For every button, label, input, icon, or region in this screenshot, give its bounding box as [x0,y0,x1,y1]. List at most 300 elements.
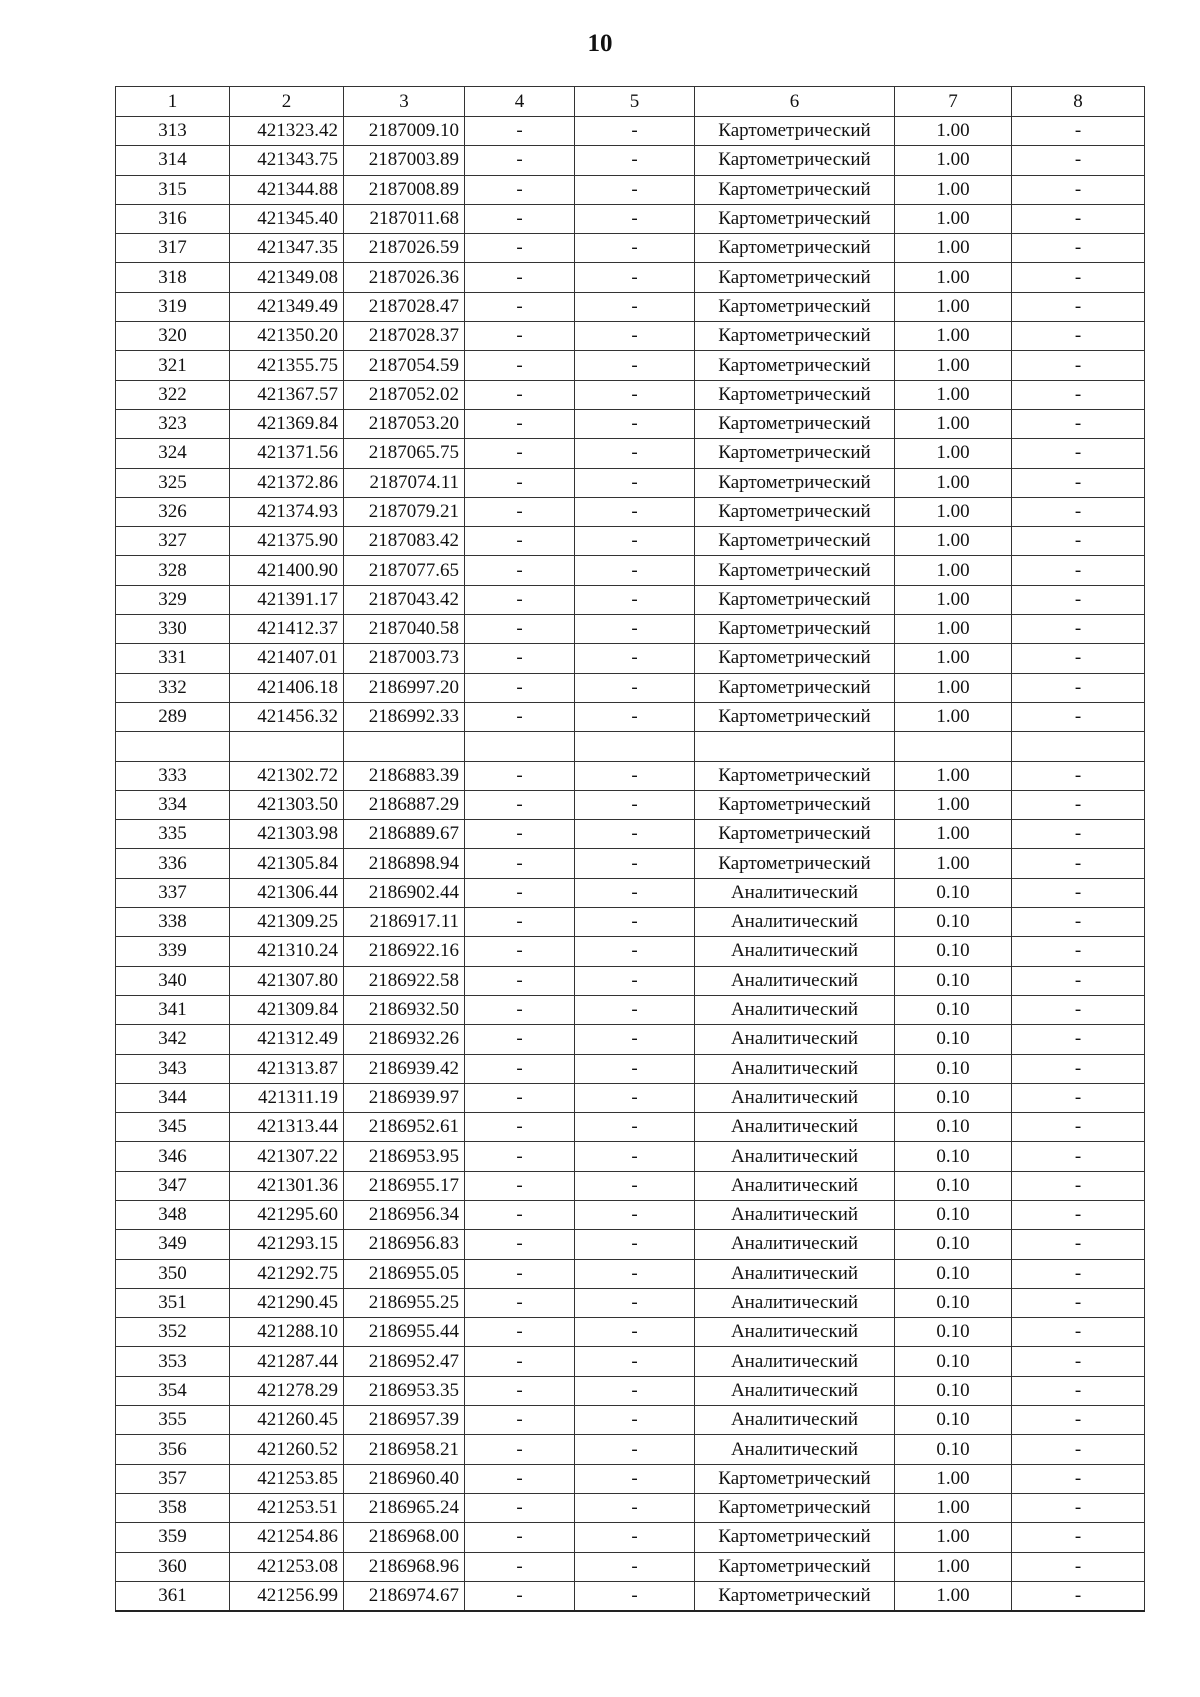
table-cell: 0.10 [895,1113,1012,1142]
table-cell: - [465,761,575,790]
table-row [116,849,1145,878]
table-cell: 1.00 [895,204,1012,233]
table-cell: 1.00 [895,117,1012,146]
table-row [116,409,1145,438]
table-cell: - [575,380,695,409]
table-row [116,702,1145,731]
table-row [116,1493,1145,1522]
table-cell: 323 [116,409,230,438]
table-cell: 2187074.11 [344,468,465,497]
table-cell: 352 [116,1318,230,1347]
table-cell: - [1012,175,1145,204]
table-cell [344,732,465,761]
table-cell: Аналитический [695,1200,895,1229]
table-row [116,878,1145,907]
table-row [116,292,1145,321]
table-cell: - [465,380,575,409]
table-cell: - [465,702,575,731]
table-cell: 2186902.44 [344,878,465,907]
table-cell: 421407.01 [230,644,344,673]
table-cell: - [1012,1552,1145,1581]
table-row [116,585,1145,614]
table-cell: - [465,497,575,526]
table-cell: 0.10 [895,1083,1012,1112]
table-cell: - [1012,527,1145,556]
table-cell: 421369.84 [230,409,344,438]
table-cell: - [1012,1259,1145,1288]
table-cell: 1.00 [895,263,1012,292]
table-cell: 421293.15 [230,1230,344,1259]
table-cell: 0.10 [895,966,1012,995]
table-cell: 361 [116,1581,230,1611]
table-cell: - [1012,673,1145,702]
table-cell: 421309.84 [230,995,344,1024]
table-cell: 2186952.47 [344,1347,465,1376]
table-cell: 328 [116,556,230,585]
table-cell: - [465,263,575,292]
table-cell: Аналитический [695,1230,895,1259]
header-cell: 5 [575,87,695,117]
table-cell: 2187040.58 [344,615,465,644]
table-cell: - [575,1230,695,1259]
table-cell: - [465,1113,575,1142]
table-row [116,761,1145,790]
table-row [116,527,1145,556]
table-cell: 313 [116,117,230,146]
table-cell: 421350.20 [230,322,344,351]
table-row [116,1435,1145,1464]
table-cell: 2187077.65 [344,556,465,585]
table-cell: 421343.75 [230,146,344,175]
table-cell: - [575,1259,695,1288]
table-cell: - [575,878,695,907]
table-cell: 0.10 [895,1230,1012,1259]
table-cell: 421345.40 [230,204,344,233]
table-cell: - [575,644,695,673]
table-cell: 1.00 [895,673,1012,702]
table-cell: Картометрический [695,702,895,731]
table-cell: 0.10 [895,1347,1012,1376]
table-cell: 421313.44 [230,1113,344,1142]
table-cell: Аналитический [695,1113,895,1142]
table-cell: - [1012,380,1145,409]
table-cell: 316 [116,204,230,233]
table-cell: - [575,527,695,556]
table-cell: - [1012,497,1145,526]
table-cell: 421372.86 [230,468,344,497]
table-cell: 336 [116,849,230,878]
table-cell: Картометрический [695,1581,895,1611]
table-cell: 2186952.61 [344,1113,465,1142]
table-cell: - [465,966,575,995]
table-cell: - [575,995,695,1024]
table-cell: 421412.37 [230,615,344,644]
table-cell [465,732,575,761]
table-cell: 421456.32 [230,702,344,731]
table-cell: - [575,1288,695,1317]
table-cell: - [575,761,695,790]
table-cell: 421253.85 [230,1464,344,1493]
table-cell: - [575,585,695,614]
table-cell: 1.00 [895,585,1012,614]
table-cell [230,732,344,761]
table-row [116,1288,1145,1317]
table-cell: - [465,1435,575,1464]
table-cell: Аналитический [695,995,895,1024]
table-row [116,117,1145,146]
table-cell: 350 [116,1259,230,1288]
table-cell: 2187011.68 [344,204,465,233]
table-cell: 2186955.44 [344,1318,465,1347]
table-cell: Картометрический [695,1464,895,1493]
header-cell: 4 [465,87,575,117]
table-cell: - [1012,1142,1145,1171]
table-cell: 2186955.17 [344,1171,465,1200]
table-cell: 2186953.95 [344,1142,465,1171]
table-cell: - [575,1142,695,1171]
table-row [116,1230,1145,1259]
table-cell: - [575,790,695,819]
table-cell: - [575,1347,695,1376]
table-cell: 0.10 [895,995,1012,1024]
table-cell: 2186922.16 [344,937,465,966]
table-cell: - [465,1347,575,1376]
table-cell: - [465,1083,575,1112]
table-row [116,790,1145,819]
table-cell: 349 [116,1230,230,1259]
table-row [116,1581,1145,1611]
table-cell: - [575,1464,695,1493]
table-cell: Картометрический [695,1523,895,1552]
table-cell: 1.00 [895,468,1012,497]
table-cell: Аналитический [695,1406,895,1435]
table-cell: 0.10 [895,878,1012,907]
table-cell: - [465,1318,575,1347]
table-cell: 421307.22 [230,1142,344,1171]
table-cell: Аналитический [695,966,895,995]
table-cell: 2186898.94 [344,849,465,878]
table-cell: Картометрический [695,790,895,819]
table-cell: 2187008.89 [344,175,465,204]
table-row [116,966,1145,995]
table-cell: 2187079.21 [344,497,465,526]
table-row [116,439,1145,468]
table-cell: 333 [116,761,230,790]
table-row [116,263,1145,292]
table-cell: 2187003.89 [344,146,465,175]
table-cell: 0.10 [895,1435,1012,1464]
table-cell: - [465,1054,575,1083]
table-cell: - [465,1581,575,1611]
table-cell: 2186883.39 [344,761,465,790]
table-cell: 0.10 [895,908,1012,937]
table-cell: - [575,1200,695,1229]
table-cell: - [465,1025,575,1054]
table-cell: 1.00 [895,1523,1012,1552]
table-cell: - [1012,234,1145,263]
table-cell: - [465,1493,575,1522]
table-cell: - [1012,790,1145,819]
table-cell: Аналитический [695,1376,895,1405]
table-cell: Аналитический [695,1171,895,1200]
table-row [116,146,1145,175]
table-cell: 0.10 [895,1142,1012,1171]
table-cell: - [1012,1230,1145,1259]
table-cell: 314 [116,146,230,175]
table-cell: - [465,351,575,380]
table-cell: 343 [116,1054,230,1083]
table-cell: 421391.17 [230,585,344,614]
table-cell: - [1012,1435,1145,1464]
table-cell [575,732,695,761]
table-row [116,1347,1145,1376]
table-cell: - [1012,702,1145,731]
table-cell: - [1012,1523,1145,1552]
table-cell: - [465,1200,575,1229]
table-cell: - [575,1171,695,1200]
table-cell: - [1012,1054,1145,1083]
table-cell: - [465,1230,575,1259]
table-cell: 341 [116,995,230,1024]
table-cell: Аналитический [695,1083,895,1112]
table-cell: - [465,937,575,966]
table-cell: Аналитический [695,1142,895,1171]
table-cell: 2186922.58 [344,966,465,995]
table-cell: - [575,439,695,468]
table-cell: 2187028.37 [344,322,465,351]
table-cell: - [575,1025,695,1054]
table-cell: 2187009.10 [344,117,465,146]
table-cell: 421371.56 [230,439,344,468]
table-cell: 2186968.96 [344,1552,465,1581]
table-cell: - [1012,1581,1145,1611]
table-cell: Аналитический [695,1054,895,1083]
table-cell: Картометрический [695,204,895,233]
table-row [116,615,1145,644]
table-cell: - [465,234,575,263]
table-cell: - [1012,1406,1145,1435]
page-number: 10 [587,30,613,57]
table-cell: - [1012,263,1145,292]
table-cell: - [465,322,575,351]
table-cell: 1.00 [895,644,1012,673]
table-cell: 2186932.26 [344,1025,465,1054]
table-cell: 421303.50 [230,790,344,819]
table-cell: - [465,849,575,878]
table-row [116,1406,1145,1435]
table-cell: 289 [116,702,230,731]
table-row [116,497,1145,526]
table-cell: - [575,820,695,849]
table-cell: Картометрический [695,146,895,175]
table-cell: 1.00 [895,380,1012,409]
table-cell: 1.00 [895,439,1012,468]
table-cell: 421256.99 [230,1581,344,1611]
table-cell: - [575,263,695,292]
table-row [116,820,1145,849]
table-cell: 355 [116,1406,230,1435]
table-cell: - [465,1523,575,1552]
table-row [116,234,1145,263]
table-cell: - [1012,1083,1145,1112]
table-row [116,1054,1145,1083]
table-cell: 2186956.83 [344,1230,465,1259]
table-cell: Картометрический [695,820,895,849]
table-cell: 421295.60 [230,1200,344,1229]
table-cell: 0.10 [895,1171,1012,1200]
table-cell: 346 [116,1142,230,1171]
table-cell: - [1012,204,1145,233]
table-cell: Картометрический [695,1552,895,1581]
table-cell: - [465,527,575,556]
table-cell: - [465,1288,575,1317]
table-cell: 1.00 [895,761,1012,790]
header-cell: 7 [895,87,1012,117]
table-row [116,673,1145,702]
table-cell: 330 [116,615,230,644]
table-cell: - [1012,1493,1145,1522]
table-cell: 331 [116,644,230,673]
table-cell: - [465,439,575,468]
table-cell: - [575,702,695,731]
table-cell: - [575,849,695,878]
table-cell: - [465,468,575,497]
table-cell: Картометрический [695,527,895,556]
table-cell: 358 [116,1493,230,1522]
table-cell: 1.00 [895,146,1012,175]
table-cell: 2186965.24 [344,1493,465,1522]
table-cell: - [1012,1171,1145,1200]
table-cell: Картометрический [695,585,895,614]
table-cell: Картометрический [695,439,895,468]
table-cell: 2187043.42 [344,585,465,614]
table-cell: 2186997.20 [344,673,465,702]
table-row [116,937,1145,966]
header-cell: 3 [344,87,465,117]
table-cell: - [1012,908,1145,937]
table-cell: - [465,1406,575,1435]
table-row [116,204,1145,233]
table-cell: - [1012,585,1145,614]
table-cell: 2186953.35 [344,1376,465,1405]
table-cell: - [575,1113,695,1142]
table-cell: - [465,409,575,438]
table-cell: Аналитический [695,1025,895,1054]
table-cell: - [465,204,575,233]
table-cell: 318 [116,263,230,292]
table-cell: 335 [116,820,230,849]
table-cell: 1.00 [895,175,1012,204]
table-cell: 0.10 [895,1288,1012,1317]
table-cell: 2186958.21 [344,1435,465,1464]
table-cell: - [575,409,695,438]
table-cell: 2186932.50 [344,995,465,1024]
table-cell: - [465,1259,575,1288]
table-cell: - [465,673,575,702]
table-cell: 421312.49 [230,1025,344,1054]
table-cell: 348 [116,1200,230,1229]
table-cell: - [465,1552,575,1581]
table-cell: 421287.44 [230,1347,344,1376]
table-cell: Картометрический [695,175,895,204]
table-row [116,468,1145,497]
table-cell [1012,732,1145,761]
table-cell: 329 [116,585,230,614]
table-cell: 421349.49 [230,292,344,321]
table-cell: 421400.90 [230,556,344,585]
table-cell: 1.00 [895,409,1012,438]
table-cell: 351 [116,1288,230,1317]
table-cell: 421260.45 [230,1406,344,1435]
table-cell: 339 [116,937,230,966]
table-cell: Картометрический [695,556,895,585]
table-row [116,1259,1145,1288]
table-cell: 1.00 [895,234,1012,263]
table-cell: 2186917.11 [344,908,465,937]
table-cell: 332 [116,673,230,702]
table-cell: 2187026.36 [344,263,465,292]
table-cell: Картометрический [695,322,895,351]
table-cell: 357 [116,1464,230,1493]
table-cell: 321 [116,351,230,380]
table-cell: 0.10 [895,1025,1012,1054]
table-cell: - [465,1171,575,1200]
table-cell: - [465,908,575,937]
table-cell: 1.00 [895,322,1012,351]
table-cell: - [575,1581,695,1611]
table-cell: 421303.98 [230,820,344,849]
table-cell: 2187003.73 [344,644,465,673]
table-header-row [116,87,1145,117]
table-cell: - [465,585,575,614]
table-cell: - [465,175,575,204]
table-cell: - [575,292,695,321]
table-cell: 325 [116,468,230,497]
table-cell: 1.00 [895,497,1012,526]
table-cell: Аналитический [695,1318,895,1347]
table-cell: - [575,1054,695,1083]
table-cell: 421253.51 [230,1493,344,1522]
table-row [116,1376,1145,1405]
table-cell: 359 [116,1523,230,1552]
table-cell: - [1012,937,1145,966]
table-cell: - [575,1376,695,1405]
table-cell: 421406.18 [230,673,344,702]
table-row [116,1464,1145,1493]
table-cell: 340 [116,966,230,995]
table-row [116,175,1145,204]
table-cell: - [575,615,695,644]
table-cell: - [575,908,695,937]
table-cell: Картометрический [695,673,895,702]
table-cell: 315 [116,175,230,204]
table-cell: - [575,351,695,380]
header-cell: 2 [230,87,344,117]
table-cell: Аналитический [695,1259,895,1288]
table-row [116,1200,1145,1229]
table-cell: Аналитический [695,937,895,966]
table-cell: - [575,117,695,146]
table-cell: - [1012,1376,1145,1405]
table-cell: - [465,995,575,1024]
table-cell: 1.00 [895,849,1012,878]
table-cell: - [465,878,575,907]
table-cell: - [465,1464,575,1493]
table-cell: - [465,1142,575,1171]
table-cell: 421301.36 [230,1171,344,1200]
table-cell: 2186955.05 [344,1259,465,1288]
table-cell: - [575,204,695,233]
